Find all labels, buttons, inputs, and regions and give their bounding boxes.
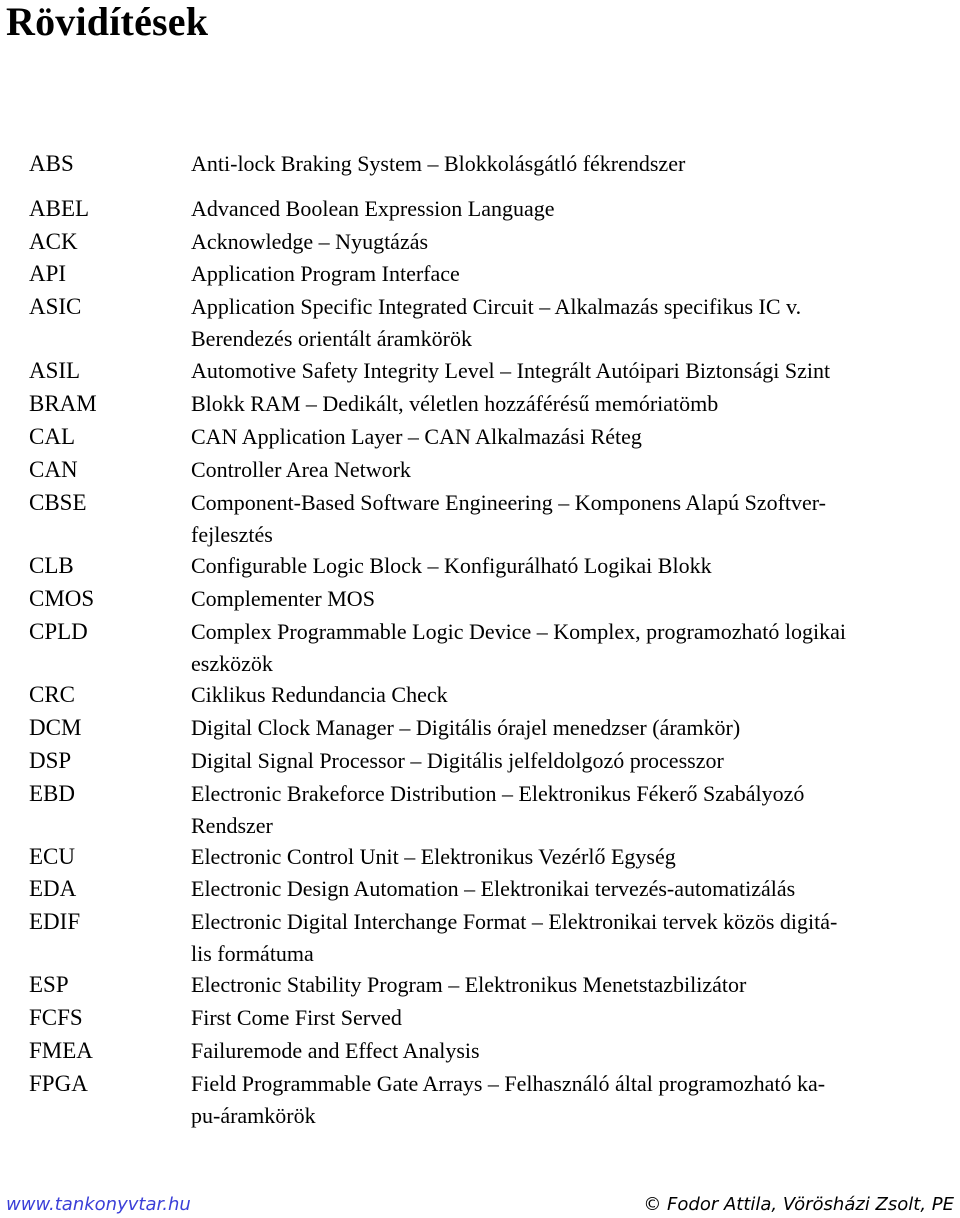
abbreviation-definition-line: eszközök (191, 651, 273, 677)
abbreviation-term: BRAM (29, 391, 97, 416)
abbreviation-term: EBD (29, 781, 75, 806)
abbreviation-entry (0, 388, 960, 421)
abbreviation-definition-line: Ciklikus Redundancia Check (191, 682, 448, 707)
abbreviation-definition-line: Field Programmable Gate Arrays – Felhasználó által programozható ka- (191, 1071, 826, 1096)
abbreviation-definition-line: Application Program Interface (191, 261, 460, 286)
abbreviation-entry (0, 487, 960, 552)
abbreviation-definition-line: Electronic Brakeforce Distribution – Elektronikus Fékerő Szabályozó (191, 781, 805, 806)
abbreviation-term: ABEL (29, 196, 90, 221)
abbreviation-entry (0, 454, 960, 487)
abbreviation-definition-line: Configurable Logic Block – Konfigurálható Logikai Blokk (191, 553, 712, 578)
abbreviation-definition-line: Digital Signal Processor – Digitális jelfeldolgozó processzor (191, 748, 724, 773)
abbreviation-definition-line: fejlesztés (191, 522, 273, 548)
abbreviation-definition-line: Electronic Digital Interchange Format – Elektronikai tervek közös digitá- (191, 909, 838, 934)
abbreviation-term: ASIL (29, 358, 81, 383)
abbreviation-entry (0, 148, 960, 181)
abbreviation-entry (0, 258, 960, 291)
footer-website-link[interactable]: www.tankonyvtar.hu (6, 1194, 191, 1215)
abbreviation-definition-line: lis formátuma (191, 941, 314, 967)
abbreviation-term: CPLD (29, 619, 88, 644)
abbreviation-entry (0, 193, 960, 226)
abbreviation-entry (0, 1035, 960, 1068)
abbreviation-term: DCM (29, 715, 82, 740)
abbreviation-entry (0, 906, 960, 971)
abbreviation-definition-line: Electronic Design Automation – Elektronikai tervezés-automatizálás (191, 876, 796, 901)
abbreviation-term: FPGA (29, 1071, 88, 1096)
abbreviation-entry (0, 355, 960, 388)
abbreviation-entry (0, 616, 960, 681)
abbreviation-entry (0, 679, 960, 712)
abbreviation-term: CAN (29, 457, 78, 482)
abbreviation-entry (0, 712, 960, 745)
abbreviation-definition-line: Application Specific Integrated Circuit – Alkalmazás specifikus IC v. (191, 294, 802, 319)
abbreviation-entry (0, 583, 960, 616)
abbreviation-term: ACK (29, 229, 78, 254)
abbreviation-definition-line: pu-áramkörök (191, 1103, 316, 1129)
abbreviation-term: CRC (29, 682, 76, 707)
abbreviation-term: ABS (29, 151, 74, 176)
abbreviation-entry (0, 550, 960, 583)
abbreviation-definition-line: CAN Application Layer – CAN Alkalmazási Réteg (191, 424, 642, 449)
abbreviation-entry (0, 969, 960, 1002)
abbreviation-entry (0, 421, 960, 454)
abbreviation-definition-line: Electronic Stability Program – Elektronikus Menetstazbilizátor (191, 972, 747, 997)
abbreviation-definition-line: Complementer MOS (191, 586, 375, 611)
abbreviation-term: DSP (29, 748, 72, 773)
abbreviation-definition-line: Complex Programmable Logic Device – Komplex, programozható logikai (191, 619, 846, 644)
abbreviation-entry (0, 745, 960, 778)
abbreviation-definition-line: Acknowledge – Nyugtázás (191, 229, 429, 254)
abbreviation-definition-line: Component-Based Software Engineering – Komponens Alapú Szoftver- (191, 490, 826, 515)
abbreviation-term: FMEA (29, 1038, 93, 1063)
abbreviation-definition-line: Rendszer (191, 813, 273, 839)
footer-copyright: © Fodor Attila, Vörösházi Zsolt, PE (643, 1194, 954, 1215)
abbreviation-definition-line: Automotive Safety Integrity Level – Integrált Autóipari Biztonsági Szint (191, 358, 831, 383)
abbreviation-definition-line: Controller Area Network (191, 457, 411, 482)
abbreviation-term: CLB (29, 553, 74, 578)
abbreviation-definition-line: Advanced Boolean Expression Language (191, 196, 555, 221)
abbreviation-definition-line: First Come First Served (191, 1005, 402, 1030)
page-title: Rövidítések (6, 0, 209, 44)
abbreviation-entry (0, 1068, 960, 1133)
abbreviation-term: CAL (29, 424, 75, 449)
abbreviation-term: ESP (29, 972, 69, 997)
abbreviation-term: CBSE (29, 490, 87, 515)
abbreviation-entry (0, 226, 960, 259)
abbreviation-term: EDA (29, 876, 77, 901)
abbreviation-term: CMOS (29, 586, 95, 611)
abbreviation-definition-line: Digital Clock Manager – Digitális órajel menedzser (áramkör) (191, 715, 741, 740)
abbreviation-definition-line: Anti-lock Braking System – Blokkolásgátló fékrendszer (191, 151, 686, 176)
abbreviation-term: API (29, 261, 67, 286)
abbreviation-entry (0, 841, 960, 874)
abbreviation-entry (0, 1002, 960, 1035)
abbreviation-term: EDIF (29, 909, 81, 934)
abbreviation-definition-line: Berendezés orientált áramkörök (191, 326, 472, 352)
abbreviation-term: FCFS (29, 1005, 83, 1030)
abbreviation-entry (0, 873, 960, 906)
abbreviation-entry (0, 778, 960, 843)
abbreviation-term: ASIC (29, 294, 82, 319)
abbreviation-definition-line: Electronic Control Unit – Elektronikus Vezérlő Egység (191, 844, 676, 869)
abbreviation-definition-line: Failuremode and Effect Analysis (191, 1038, 480, 1063)
abbreviation-definition-line: Blokk RAM – Dedikált, véletlen hozzáférésű memóriatömb (191, 391, 719, 416)
abbreviation-entry (0, 291, 960, 356)
abbreviation-term: ECU (29, 844, 75, 869)
